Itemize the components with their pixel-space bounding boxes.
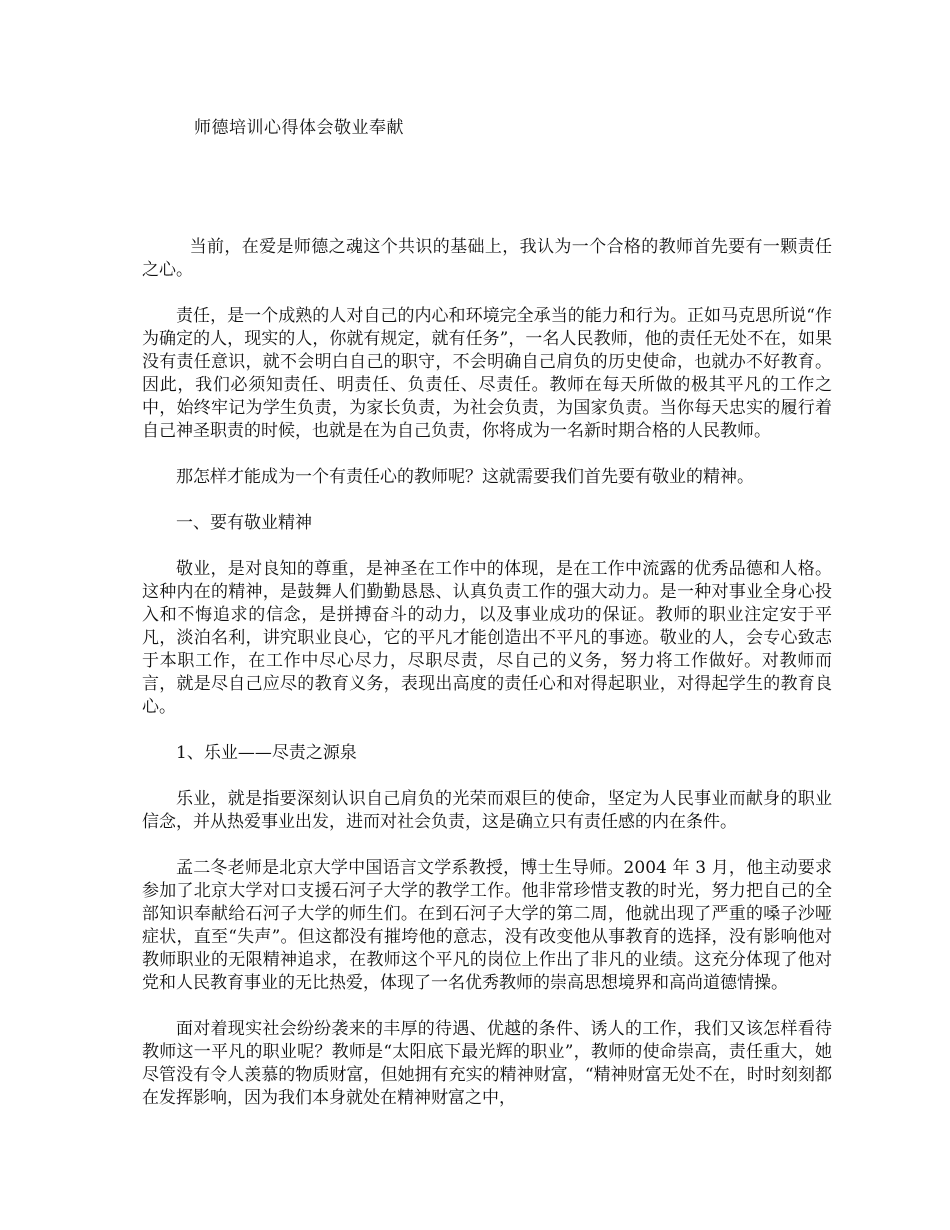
paragraph-meng-erdong: 孟二冬老师是北京大学中国语言文学系教授，博士生导师。2004 年 3 月，他主动要求参加了北京大学对口支援石河子大学的教学工作。他非常珍惜支教的时光，努力把自己的全部知识奉献给石河子大学的师生们。在到石河子大学的第二周，他就出现了严重的嗓子沙哑症状，直至“失声”。但这都没有摧垮他的意志，没有改变他从事教育的选择，没有影响他对教师职业的无限精神追求，在教师这个平凡的岗位上作出了非凡的业绩。这充分体现了他对党和人民教育事业的无比热爱，体现了一名优秀教师的崇高思想境界和高尚道德情操。 bbox=[142, 858, 832, 993]
paragraph-reality: 面对着现实社会纷纷袭来的丰厚的待遇、优越的条件、诱人的工作，我们又该怎样看待教师这一平凡的职业呢？教师是“太阳底下最光辉的职业”，教师的使命崇高，责任重大，她尽管没有令人羡慕的物质财富，但她拥有充实的精神财富，“精神财富无处不在，时时刻刻都在发挥影响，因为我们本身就处在精神财富之中， bbox=[142, 1019, 832, 1108]
subsection-heading-enjoy-work: 1、乐业——尽责之源泉 bbox=[176, 743, 357, 763]
paragraph-intro: 当前，在爱是师德之魂这个共识的基础上，我认为一个合格的教师首先要有一颗责任之心。 bbox=[142, 237, 832, 280]
paragraph-enjoy-work: 乐业，就是指要深刻认识自己肩负的光荣而艰巨的使命，坚定为人民事业而献身的职业信念，并从热爱事业出发，进而对社会负责，这是确立只有责任感的内在条件。 bbox=[142, 789, 832, 832]
document-body bbox=[142, 236, 832, 1133]
section-heading-dedication: 一、要有敬业精神 bbox=[176, 513, 312, 533]
paragraph-dedication: 敬业，是对良知的尊重，是神圣在工作中的体现，是在工作中流露的优秀品德和人格。这种内在的精神，是鼓舞人们勤勤恳恳、认真负责工作的强大动力。是一种对事业全身心投入和不悔追求的信念，是拼搏奋斗的动力，以及事业成功的保证。教师的职业注定安于平凡，淡泊名利，讲究职业良心，它的平凡才能创造出不平凡的事迹。敬业的人，会专心致志于本职工作，在工作中尽心尽力，尽职尽责，尽自己的义务，努力将工作做好。对教师而言，就是尽自己应尽的教育义务，表现出高度的责任心和对得起职业，对得起学生的教育良心。 bbox=[142, 559, 832, 717]
paragraph-question: 那怎样才能成为一个有责任心的教师呢？这就需要我们首先要有敬业的精神。 bbox=[176, 467, 754, 487]
paragraph-responsibility: 责任，是一个成熟的人对自己的内心和环境完全承当的能力和行为。正如马克思所说“作为确定的人，现实的人，你就有规定，就有任务”，一名人民教师，他的责任无处不在，如果没有责任意识，就不会明白自己的职守，不会明确自己肩负的历史使命，也就办不好教育。因此，我们必须知责任、明责任、负责任、尽责任。教师在每天所做的极其平凡的工作之中，始终牢记为学生负责，为家长负责，为社会负责，为国家负责。当你每天忠实的履行着自己神圣职责的时候，也就是在为自己负责，你将成为一名新时期合格的人民教师。 bbox=[142, 306, 832, 441]
document-title: 师德培训心得体会敬业奉献 bbox=[194, 118, 404, 138]
